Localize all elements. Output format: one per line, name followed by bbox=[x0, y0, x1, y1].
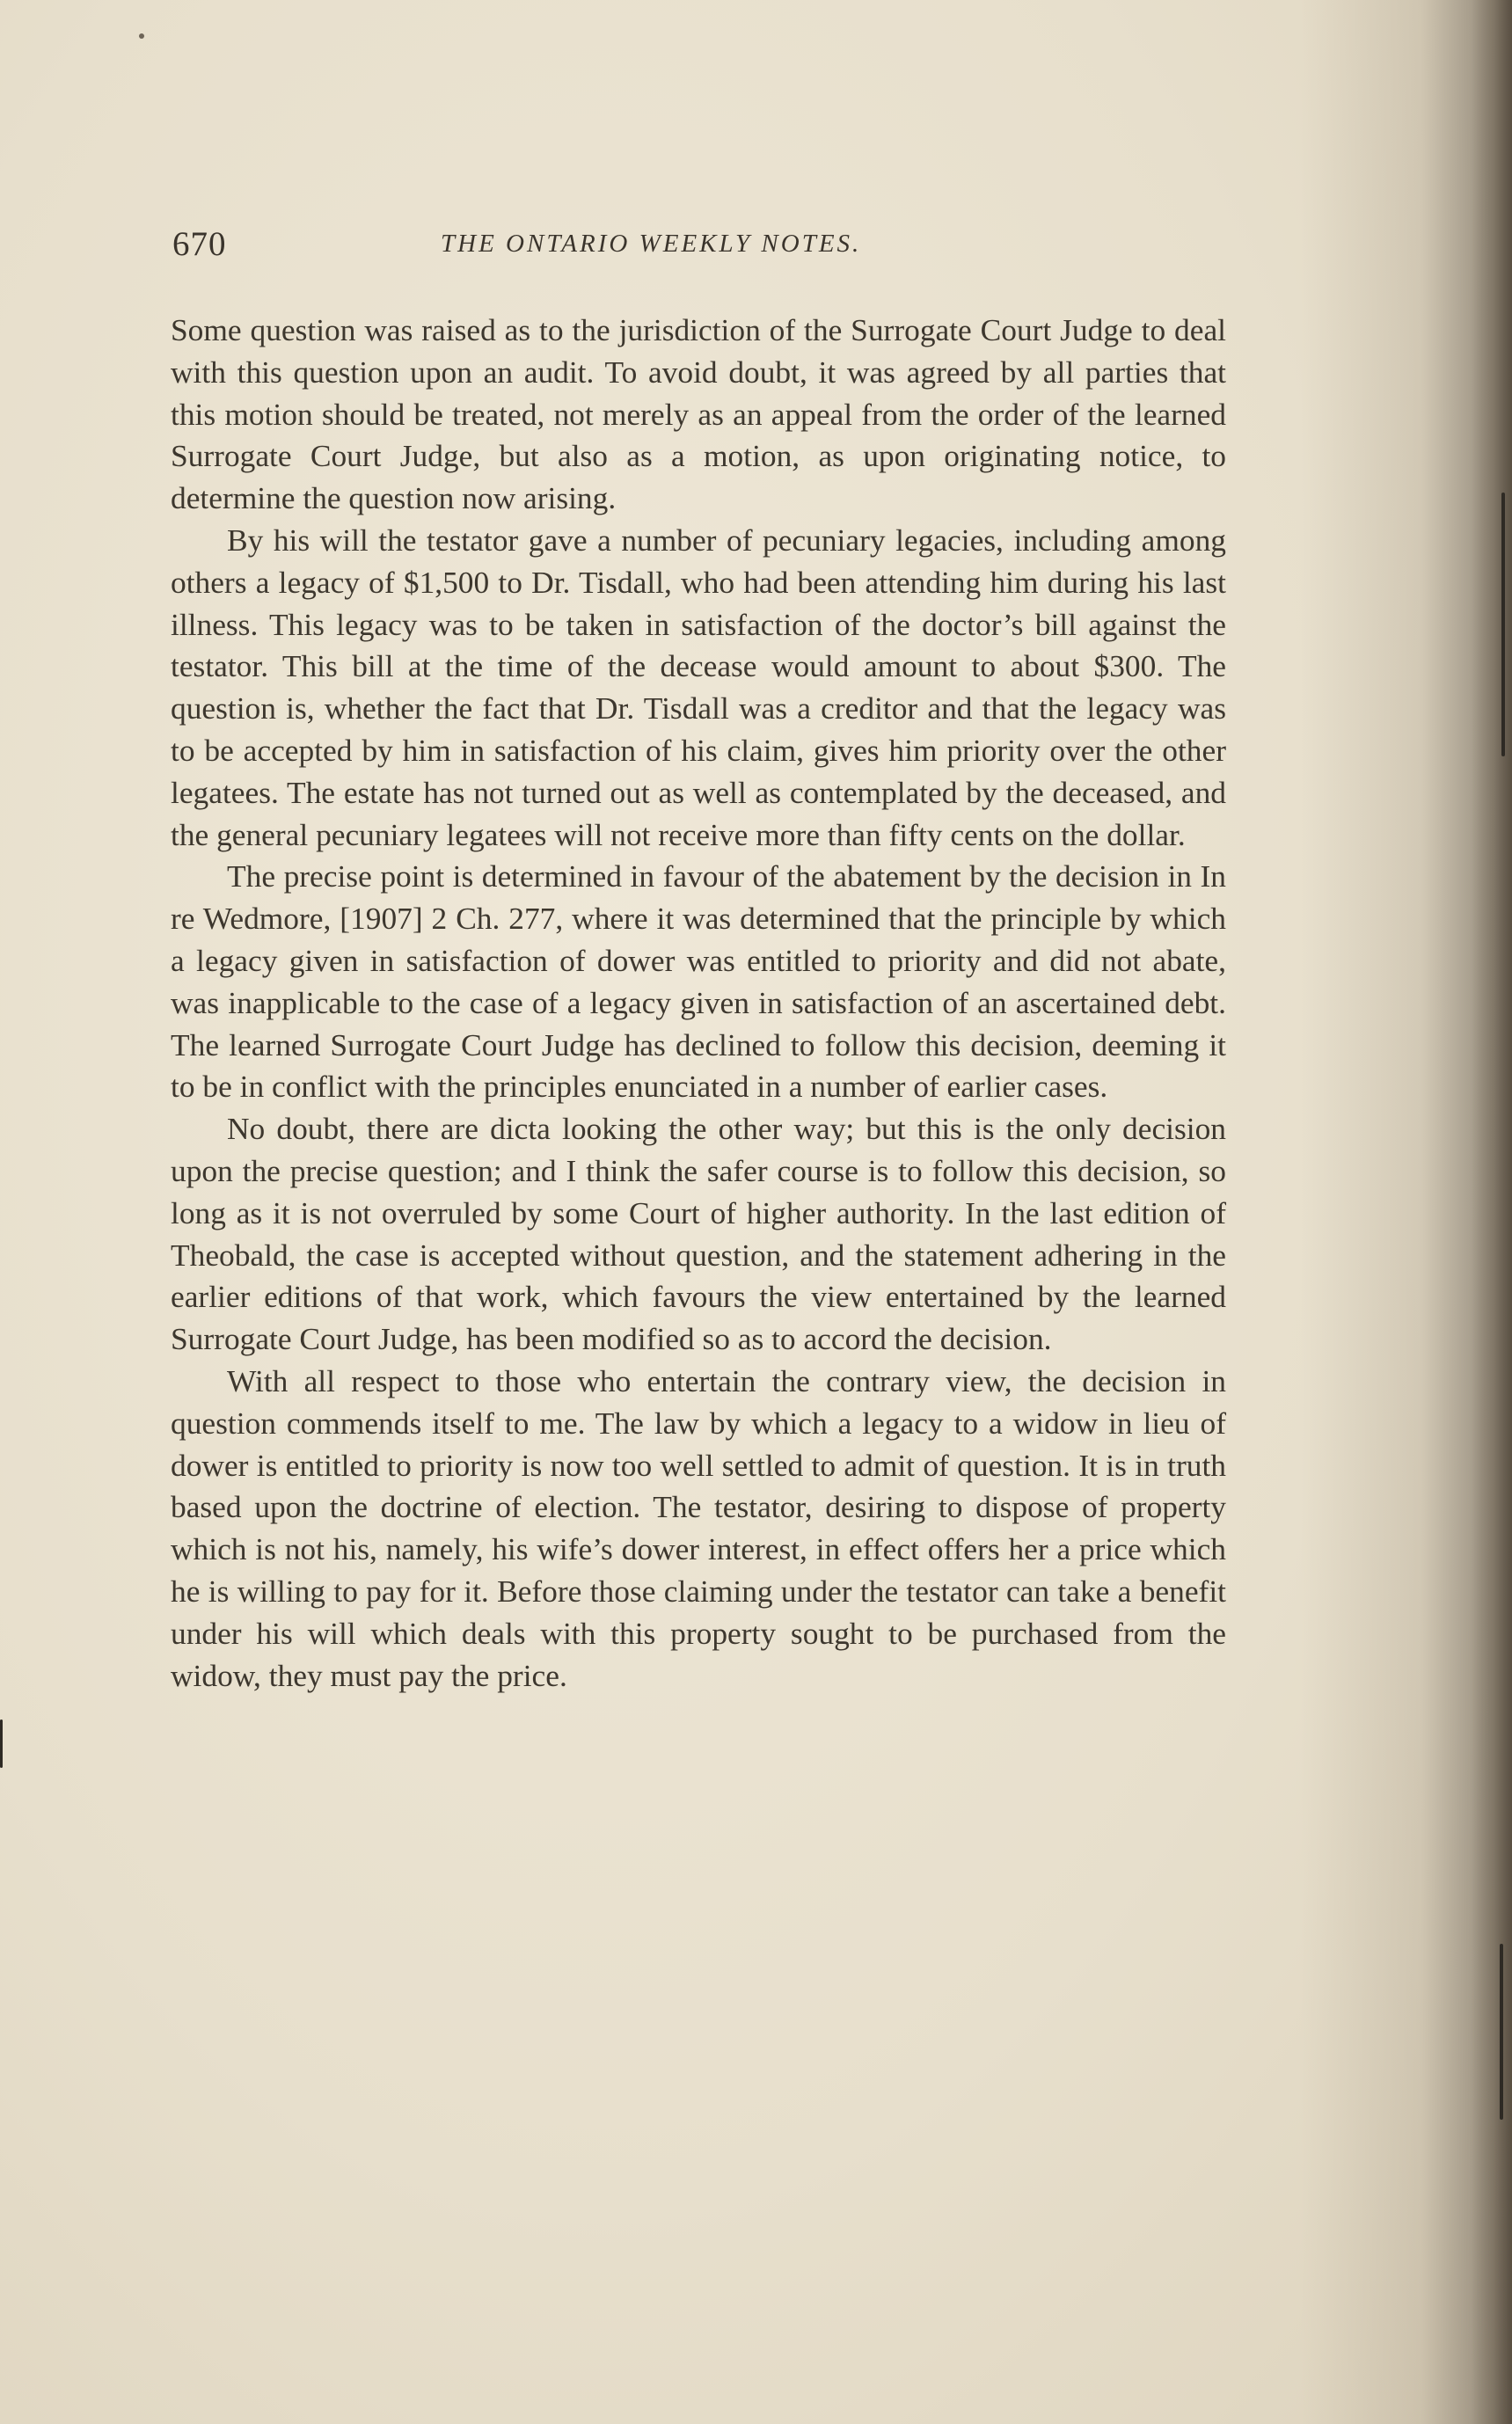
page-edge-mark bbox=[0, 1719, 3, 1768]
paragraph: Some question was raised as to the jurisdiction of the Surrogate Court Judge to deal with this question upon an audit. To avoid doubt, it was agreed by all parties that this motion should be treated, not merely as an appeal from the order of the learned Surrogate Court Judge, but also as a motion, as upon originating notice, to determine the question now arising. bbox=[171, 312, 1226, 516]
running-head: THE ONTARIO WEEKLY NOTES. bbox=[441, 230, 862, 258]
paragraph: By his will the testator gave a number of pecuniary legacies, including among others a legacy of $1,500 to Dr. Tisdall, who had been attending him during his last illness. This legacy was to be taken in satisfaction of the doctor’s bill against the testator. This bill at the time of the decease would amount to about $300. The question is, whether the fact that Dr. Tisdall was a creditor and that the legacy was to be accepted by him in satisfaction of his claim, gives him priority over the other legatees. The estate has not turned out as well as contemplated by the deceased, and the general pecuniary legatees will not receive more than fifty cents on the dollar. bbox=[171, 522, 1226, 852]
paper-speck bbox=[139, 33, 144, 39]
page-number: 670 bbox=[172, 225, 227, 263]
paragraph: The precise point is determined in favour of the abatement by the decision in In re Wedmore, [1907] 2 Ch. 277, where it was determined that the principle by which a legacy given in satisfaction of dower was entitled to priority and did not abate, was inapplicable to the case of a legacy given in satisfaction of an ascertained debt. The learned Surrogate Court Judge has declined to follow this decision, deeming it to be in conflict with the principles enunciated in a number of earlier cases. bbox=[171, 858, 1226, 1105]
body-text bbox=[171, 310, 1226, 1697]
page-edge-mark bbox=[1501, 493, 1505, 756]
paragraph: No doubt, there are dicta looking the other way; but this is the only decision upon the precise question; and I think the safer course is to follow this decision, so long as it is not overruled by some Court of higher authority. In the last edition of Theobald, the case is accepted without question, and the statement adhering in the earlier editions of that work, which favours the view entertained by the learned Surrogate Court Judge, has been modified so as to accord the decision. bbox=[171, 1111, 1226, 1357]
paragraph: With all respect to those who entertain the contrary view, the decision in question commends itself to me. The law by which a legacy to a widow in lieu of dower is entitled to priority is now too well settled to admit of question. It is in truth based upon the doctrine of election. The testator, desiring to dispose of property which is not his, namely, his wife’s dower interest, in effect offers her a price which he is willing to pay for it. Before those claiming under the testator can take a benefit under his will which deals with this property sought to be purchased from the widow, they must pay the price. bbox=[171, 1362, 1226, 1693]
spine-shadow bbox=[1472, 0, 1512, 2424]
page-header bbox=[172, 224, 1228, 277]
page-edge-mark bbox=[1500, 1944, 1503, 2120]
